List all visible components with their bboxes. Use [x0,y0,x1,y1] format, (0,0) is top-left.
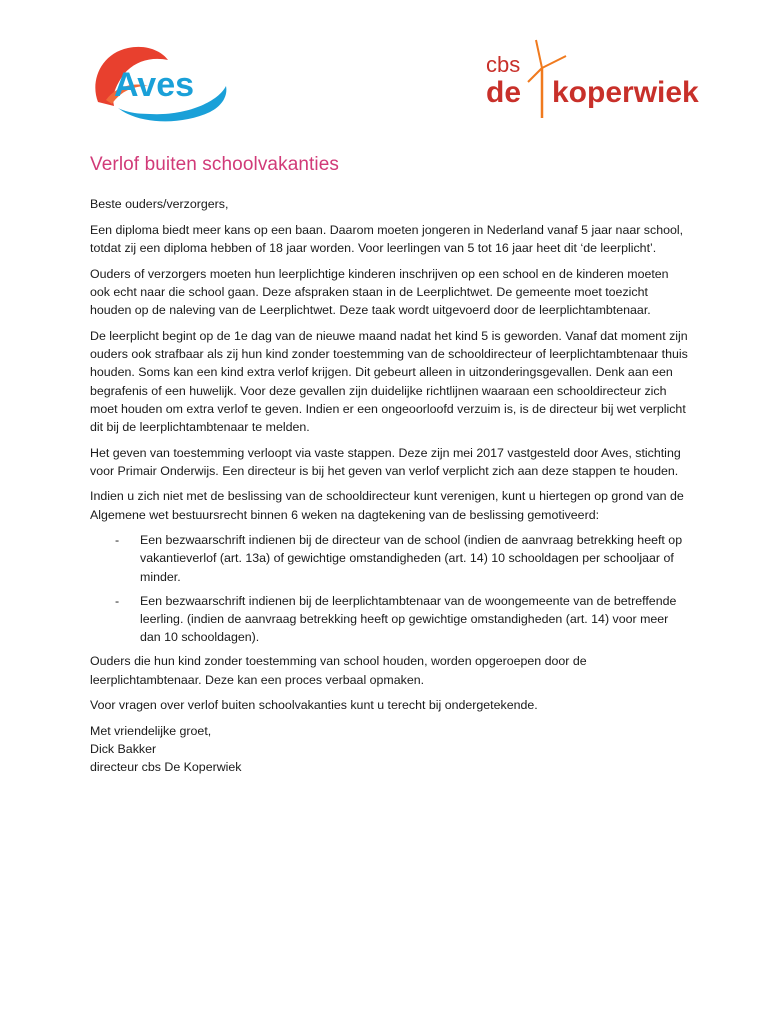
koperwiek-logo [478,38,700,124]
signoff-name: Dick Bakker [90,742,157,757]
objection-list [90,531,690,646]
page-title: Verlof buiten schoolvakanties [90,154,339,175]
list-item-text: Een bezwaarschrift indienen bij de directeur van de school (indien de aanvraag betrekking heeft op vakantieverlof (art. 13a) of gewichtige omstandigheden (art. 14) 10 schooldagen per schooljaar of minder. [140,533,683,584]
list-dash: - [115,533,120,548]
paragraph-3: De leerplicht begint op de 1e dag van de nieuwe maand nadat het kind 5 is geworden. Vanaf dat moment zijn ouders ook strafbaar als zij hun kind zonder toestemming van de schooldirecteur of leerplichtambtenaar thuis houden. Soms kan een kind extra verlof krijgen. Dit gebeurt alleen in uitzonderingsgevallen. Denk aan een begrafenis of een huwelijk. Voor deze gevallen zijn duidelijke richtlijnen waaraan een schooldirecteur zich moet houden om extra verlof te geven. Indien er een ongeoorloofd verzuim is, is de directeur bij wet verplicht dit bij de leerplichtambtenaar te melden. [90,329,688,435]
closing-paragraph-1: Ouders die hun kind zonder toestemming van school houden, worden opgeroepen door de leerplichtambtenaar. Deze kan een proces verbaal opmaken. [90,654,587,687]
koperwiek-logo-cbs: cbs [486,52,521,77]
paragraph-5: Indien u zich niet met de beslissing van de schooldirecteur kunt verenigen, kunt u hiertegen op grond van de Algemene wet bestuursrecht binnen 6 weken na dagtekening van de beslissing gemotiveerd: [90,489,684,522]
list-dash: - [115,593,120,608]
list-item-text: Een bezwaarschrift indienen bij de leerplichtambtenaar van de woongemeente van de betreffende leerling. (indien de aanvraag betrekking heeft op gewichtige omstandigheden (art. 14) voor meer dan 10 schooldagen). [140,593,677,645]
letter-body [90,195,690,776]
signoff-role: directeur cbs De Koperwiek [90,760,242,775]
aves-logo [90,40,230,126]
signoff [90,722,690,777]
signoff-salutation: Met vriendelijke groet, [90,723,212,738]
paragraph-2: Ouders of verzorgers moeten hun leerplichtige kinderen inschrijven op een school en de kinderen moeten ook echt naar die school gaan. Deze afspraken staan in de Leerplichtwet. De gemeente moet toezicht houden op de naleving van de Leerplichtwet. Deze taak wordt uitgevoerd door de leerplichtambtenaar. [90,267,669,318]
list-item [90,592,690,647]
koperwiek-logo-name: koperwiek [552,76,699,109]
greeting: Beste ouders/verzorgers, [90,197,229,211]
list-item [90,531,690,586]
paragraph-4: Het geven van toestemming verloopt via vaste stappen. Deze zijn mei 2017 vastgesteld door Aves, stichting voor Primair Onderwijs. Een directeur is bij het geven van verlof verplicht zich aan deze stappen te houden. [90,445,681,478]
paragraph-1: Een diploma biedt meer kans op een baan. Daarom moeten jongeren in Nederland vanaf 5 jaar naar school, totdat zij een diploma hebben of 18 jaar worden. Voor leerlingen van 5 tot 16 jaar heet dit ‘de leerplicht’. [90,223,684,256]
closing-paragraph-2: Voor vragen over verlof buiten schoolvakanties kunt u terecht bij ondergetekende. [90,698,538,713]
koperwiek-logo-de: de [486,76,522,109]
aves-logo-text: Aves [114,66,195,104]
